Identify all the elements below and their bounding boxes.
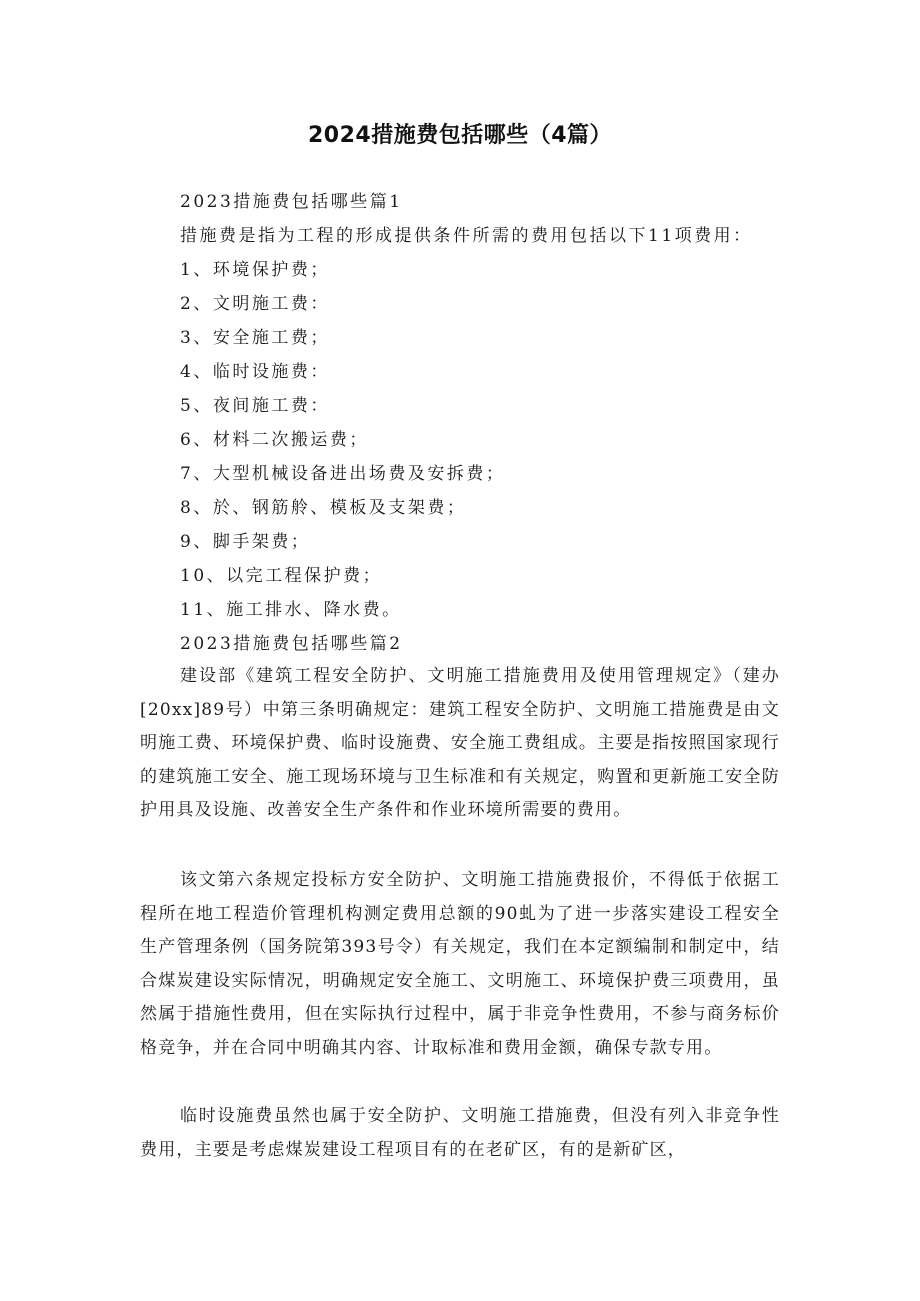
list-item: 5、夜间施工费： [180, 396, 330, 416]
section1-intro: 措施费是指为工程的形成提供条件所需的费用包括以下11项费用： [180, 226, 753, 246]
list-item: 4、临时设施费： [180, 362, 330, 382]
list-item: 9、脚手架费； [180, 532, 311, 552]
list-item: 10、以完工程保护费； [180, 566, 383, 586]
list-item: 2、文明施工费： [180, 294, 330, 314]
body-paragraph: 临时设施费虽然也属于安全防护、文明施工措施费，但没有列入非竞争性费用，主要是考虑煤炭建设工程项目有的在老矿区，有的是新矿区， [140, 1106, 780, 1160]
body-paragraph: 建设部《建筑工程安全防护、文明施工措施费用及使用管理规定》（建办[20xx]89号）中第三条明确规定：建筑工程安全防护、文明施工措施费是由文明施工费、环境保护费、临时设施费、安全施工费组成。主要是指按照国家现行的建筑施工安全、施工现场环境与卫生标准和有关规定，购置和更新施工安全防护用具及设施、改善安全生产条件和作业环境所需要的费用。 [140, 666, 780, 821]
body-paragraph: 该文第六条规定投标方安全防护、文明施工措施费报价，不得低于依据工程所在地工程造价管理机构测定费用总额的90虬为了进一步落实建设工程安全生产管理条例（国务院第393号令）有关规定，我们在本定额编制和制定中，结合煤炭建设实际情况，明确规定安全施工、文明施工、环境保护费三项费用，虽然属于措施性费用，但在实际执行过程中，属于非竞争性费用，不参与商务标价格竞争，并在合同中明确其内容、计取标准和费用金额，确保专款专用。 [140, 870, 780, 1058]
section-heading-1: 2023措施费包括哪些篇1 [180, 192, 403, 212]
list-item: 1、环境保护费； [180, 260, 330, 280]
list-item: 3、安全施工费； [180, 328, 330, 348]
list-item: 7、大型机械设备进出场费及安拆费； [180, 464, 506, 484]
list-item: 6、材料二次搬运费； [180, 430, 369, 450]
list-item: 8、於、钢筋舲、模板及支架费； [180, 498, 467, 518]
document-title: 2024措施费包括哪些（4篇） [307, 123, 613, 148]
list-item: 11、施工排水、降水费。 [180, 600, 402, 620]
section-heading-2: 2023措施费包括哪些篇2 [180, 634, 403, 654]
